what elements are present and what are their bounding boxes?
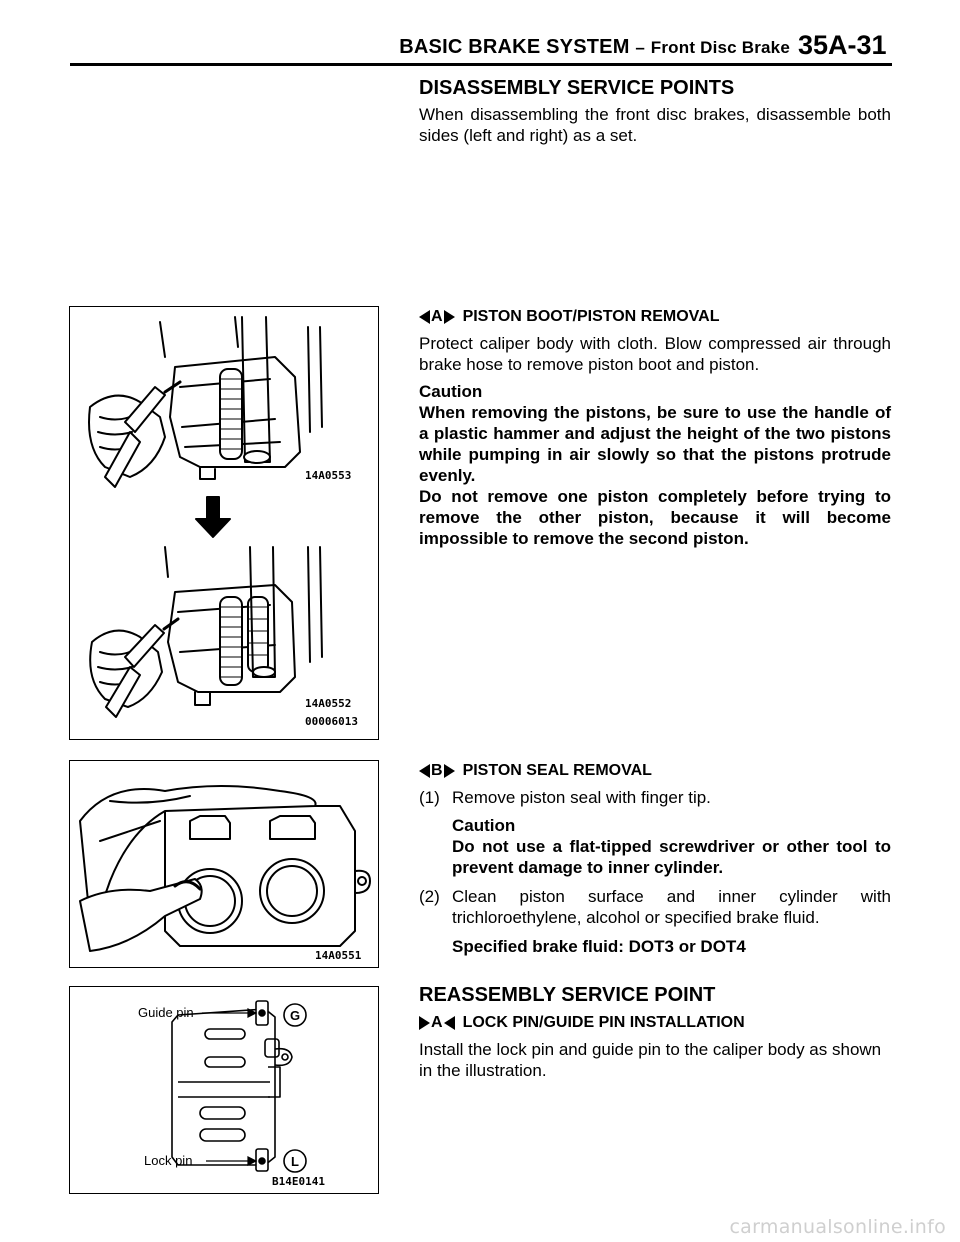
step-a-caution-label: Caution (419, 382, 483, 401)
header-dash: – (635, 38, 645, 57)
guide-pin-label: Guide pin (138, 1005, 194, 1020)
step-a-section (419, 306, 891, 549)
list-item (419, 886, 891, 928)
step-b-caution-text: Do not use a flat-tipped screwdriver or other tool to prevent damage to inner cylinder. (452, 837, 891, 877)
header-title (0, 36, 790, 59)
step-a-heading-row (419, 306, 891, 327)
step-b-caution-label: Caution (452, 816, 516, 835)
figure-code-top: 14A0553 (305, 469, 352, 482)
reassembly-section (419, 985, 891, 1081)
lock-pin-label: Lock pin (144, 1153, 193, 1168)
figure-code: B14E0141 (272, 1175, 325, 1188)
left-triangle-icon (419, 310, 430, 324)
step-a-heading: PISTON BOOT/PISTON REMOVAL (462, 308, 720, 325)
reassembly-heading: REASSEMBLY SERVICE POINT (419, 984, 716, 1006)
reassembly-step-heading-row (419, 1012, 891, 1033)
disassembly-section (419, 78, 891, 146)
reassembly-marker: A (431, 1014, 443, 1031)
figure-pin-installation (69, 986, 379, 1194)
pin-installation-illustration (70, 987, 378, 1193)
list-item (419, 787, 891, 808)
step-a-marker: A (431, 308, 443, 325)
list-number: (1) (419, 788, 440, 807)
step-b-heading-row (419, 760, 891, 781)
left-triangle-icon (444, 1016, 455, 1030)
right-triangle-icon (444, 310, 455, 324)
right-triangle-icon (444, 764, 455, 778)
section-title: BASIC BRAKE SYSTEM (399, 36, 630, 58)
disassembly-intro: When disassembling the front disc brakes, disassemble both sides (left and right) as a set. (419, 105, 891, 145)
figure-piston-removal (69, 306, 379, 740)
watermark: carmanualsonline.info (729, 1216, 946, 1238)
figure-piston-seal (69, 760, 379, 968)
reassembly-body: Install the lock pin and guide pin to the caliper body as shown in the illustration. (419, 1040, 882, 1080)
page-number: 35A-31 (798, 30, 887, 60)
header-rule (70, 63, 892, 66)
left-triangle-icon (419, 764, 430, 778)
lock-pin-mark: L (291, 1154, 299, 1169)
step-a-caution-text-2: Do not remove one piston completely before trying to remove the other piston, because it will become impossible to remove the second piston. (419, 487, 891, 548)
list-number: (2) (419, 887, 440, 906)
list-text: Clean piston surface and inner cylinder with trichloroethylene, alcohol or specified brake fluid. (452, 887, 891, 927)
disassembly-heading: DISASSEMBLY SERVICE POINTS (419, 77, 735, 99)
figure-code: 14A0551 (315, 949, 362, 962)
figure-code-bottom: 14A0552 (305, 697, 352, 710)
list-text: Remove piston seal with finger tip. (452, 788, 711, 807)
reassembly-step-heading: LOCK PIN/GUIDE PIN INSTALLATION (462, 1014, 745, 1031)
guide-pin-mark: G (289, 1008, 301, 1023)
section-subtitle: Front Disc Brake (650, 38, 790, 57)
step-b-heading: PISTON SEAL REMOVAL (462, 762, 652, 779)
piston-removal-illustration (70, 307, 378, 739)
step-b-section (419, 760, 891, 957)
step-a-body: Protect caliper body with cloth. Blow compressed air through brake hose to remove piston boot and piston. (419, 334, 891, 374)
step-b-marker: B (431, 762, 443, 779)
right-triangle-icon (419, 1016, 430, 1030)
step-a-caution-text-1: When removing the pistons, be sure to use the handle of a plastic hammer and adjust the height of the two pistons while pumping in air slowly so that the pistons protrude evenly. (419, 403, 891, 485)
step-b-spec: Specified brake fluid: DOT3 or DOT4 (452, 937, 746, 956)
piston-seal-illustration (70, 761, 378, 967)
figure-ref: 00006013 (305, 715, 358, 728)
step-b-caution (452, 815, 891, 878)
